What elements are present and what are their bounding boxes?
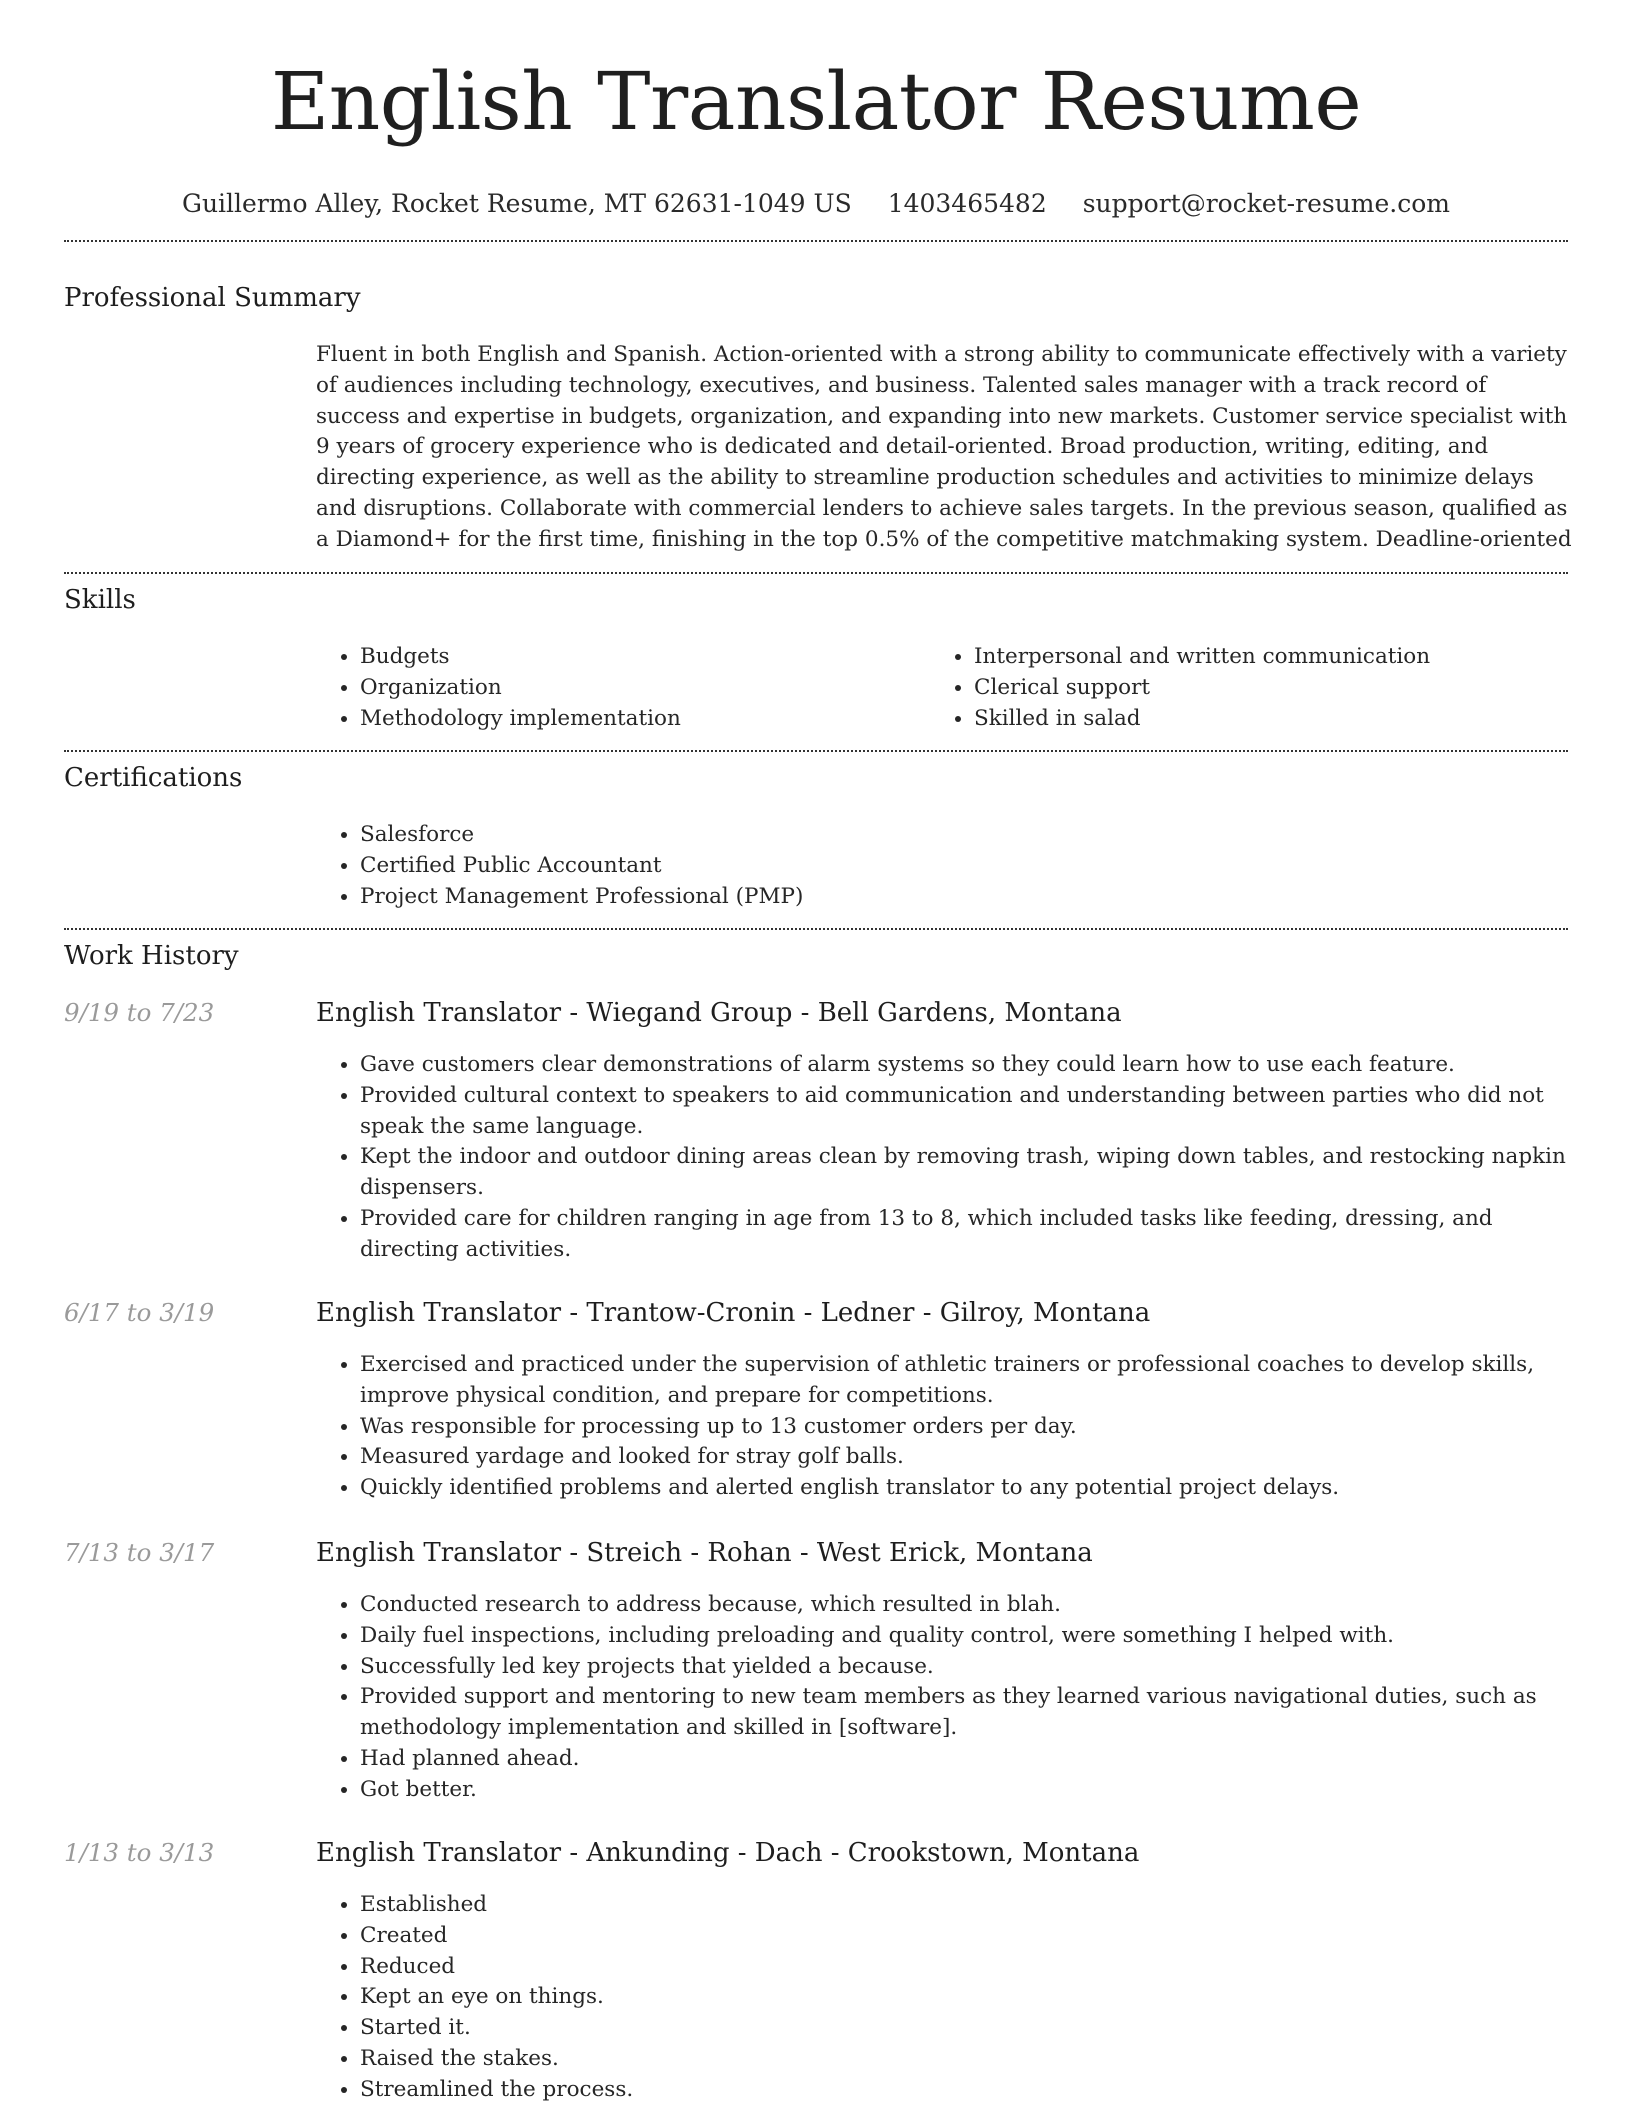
job-bullet: • Daily fuel inspections, including preloading and quality control, were something I helped with. [360,1621,1572,1652]
job-bullet: • Quickly identified problems and alerted english translator to any potential project delays. [360,1473,1572,1504]
job-bullet: • Started it. [360,2013,1572,2044]
job-bullet: • Exercised and practiced under the supervision of athletic trainers or professional coaches to develop skills, improve physical condition, and prepare for competitions. [360,1350,1572,1412]
job-bullets [316,1590,1572,1806]
job-bullet: • Gave customers clear demonstrations of alarm systems so they could learn how to use each feature. [360,1050,1572,1081]
summary-text: Fluent in both English and Spanish. Action-oriented with a strong ability to communicate effectively with a variety of audiences including technology, executives, and business. Talented sales manager with a track record of success and expertise in budgets, organization, and expanding into new markets. Customer service specialist with 9 years of grocery experience who is dedicated and detail-oriented. Broad production, writing, editing, and directing experience, as well as the ability to streamline production schedules and activities to minimize delays and disruptions. Collaborate with commercial lenders to achieve sales targets. In the previous season, qualified as a Diamond+ for the first time, finishing in the top 0.5% of the competitive matchmaking system. Deadline-oriented [316,342,1572,552]
skills-column-1 [316,642,916,734]
summary-heading: Professional Summary [64,283,361,313]
section-divider [64,240,1568,242]
job-bullet: • Established [360,1890,1572,1921]
skills-column-2 [930,642,1570,734]
job-dates: 9/19 to 7/23 [64,998,215,1027]
job-title: English Translator - Wiegand Group - Bell Gardens, Montana [316,998,1122,1028]
skill-item: • Methodology implementation [360,704,916,735]
job-title: English Translator - Streich - Rohan - West Erick, Montana [316,1538,1093,1568]
skill-item: • Budgets [360,642,916,673]
job-dates: 1/13 to 3/13 [64,1838,215,1867]
job-bullet: • Created [360,1921,1572,1952]
skill-item: • Interpersonal and written communication [974,642,1570,673]
skill-item: • Skilled in salad [974,704,1570,735]
job-bullet: • Was responsible for processing up to 13 customer orders per day. [360,1412,1572,1443]
skill-item: • Clerical support [974,673,1570,704]
job-bullet: • Measured yardage and looked for stray golf balls. [360,1442,1572,1473]
certification-item: • Project Management Professional (PMP) [360,882,1572,913]
job-bullet: • Provided cultural context to speakers to aid communication and understanding between parties who did not speak the same language. [360,1081,1572,1143]
work-history-heading: Work History [64,941,239,971]
job-dates: 7/13 to 3/17 [64,1538,215,1567]
job-bullet: • Provided care for children ranging in age from 13 to 8, which included tasks like feeding, dressing, and directing activities. [360,1204,1572,1266]
job-bullet: • Kept the indoor and outdoor dining areas clean by removing trash, wiping down tables, and restocking napkin dispensers. [360,1142,1572,1204]
section-divider [64,928,1568,930]
certification-item: • Certified Public Accountant [360,851,1572,882]
job-dates: 6/17 to 3/19 [64,1298,215,1327]
contact-address: Guillermo Alley, Rocket Resume, MT 62631-1049 US [181,189,852,218]
job-bullet: • Conducted research to address because, which resulted in blah. [360,1590,1572,1621]
job-bullet: • Had planned ahead. [360,1744,1572,1775]
resume-title: English Translator Resume [270,55,1362,148]
job-bullet: • Raised the stakes. [360,2044,1572,2075]
job-bullet: • Successfully led key projects that yielded a because. [360,1652,1572,1683]
job-title: English Translator - Ankunding - Dach - Crookstown, Montana [316,1838,1140,1868]
certifications-list [316,820,1572,912]
job-bullet: • Provided support and mentoring to new team members as they learned various navigational duties, such as methodology implementation and skilled in [software]. [360,1682,1572,1744]
certifications-heading: Certifications [64,763,243,793]
job-bullets [316,1050,1572,1266]
skill-item: • Organization [360,673,916,704]
job-bullets [316,1350,1572,1504]
job-bullet: • Got better. [360,1775,1572,1806]
job-title: English Translator - Trantow-Cronin - Ledner - Gilroy, Montana [316,1298,1151,1328]
section-divider [64,572,1568,574]
contact-phone: 1403465482 [887,189,1047,218]
skills-heading: Skills [64,585,136,615]
section-divider [64,750,1568,752]
job-bullet: • Kept an eye on things. [360,1982,1572,2013]
contact-line [0,188,1632,220]
contact-email: support@rocket-resume.com [1082,189,1451,218]
certification-item: • Salesforce [360,820,1572,851]
job-bullet: • Streamlined the process. [360,2075,1572,2106]
job-bullet: • Reduced [360,1952,1572,1983]
job-bullets [316,1890,1572,2106]
